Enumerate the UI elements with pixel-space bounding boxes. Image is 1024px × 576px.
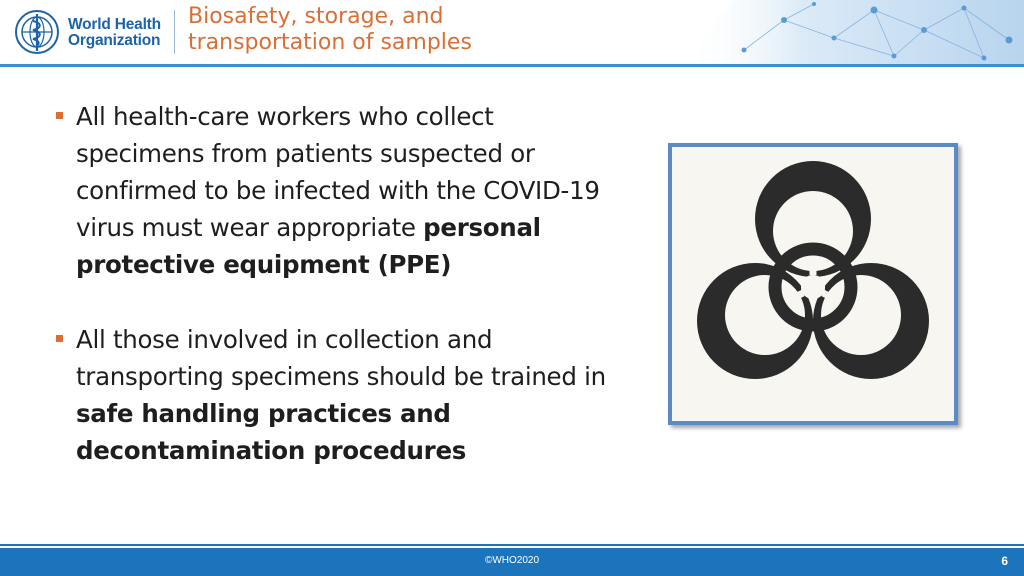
footer-divider — [0, 544, 1024, 546]
bullet-text: All those involved in collection and transporting specimens should be trained in — [76, 325, 606, 391]
bullet-emphasis: personal protective equipment (PPE) — [76, 213, 541, 279]
bullet-emphasis: safe handling practices and decontamination procedures — [76, 399, 467, 465]
bullet-list — [56, 98, 616, 507]
slide-header — [0, 0, 1024, 64]
network-background-graphic — [624, 0, 1024, 64]
bullet-marker — [56, 335, 63, 342]
bullet-item-ppe — [56, 98, 616, 283]
slide-title — [188, 4, 472, 56]
logo-divider — [174, 10, 175, 54]
who-wordmark — [68, 17, 161, 49]
slide-title-line1: Biosafety, storage, and — [188, 4, 444, 29]
biohazard-image — [668, 143, 958, 425]
bullet-text: All health-care workers who collect specimens from patients suspected or confirmed to be infected with the COVID-19 virus must wear appropriate — [76, 102, 600, 242]
who-wordmark-line1: World Health — [68, 16, 161, 33]
copyright-text: ©WHO2020 — [484, 555, 540, 566]
who-wordmark-line2: Organization — [68, 32, 161, 49]
slide-footer — [0, 548, 1024, 576]
who-emblem-icon — [14, 9, 60, 55]
bullet-item-training — [56, 321, 616, 469]
slide-title-line2: transportation of samples — [188, 30, 472, 55]
header-divider — [0, 64, 1024, 67]
page-number: 6 — [1001, 554, 1008, 568]
who-logo — [14, 8, 174, 56]
biohazard-icon — [672, 147, 954, 421]
bullet-marker — [56, 112, 63, 119]
